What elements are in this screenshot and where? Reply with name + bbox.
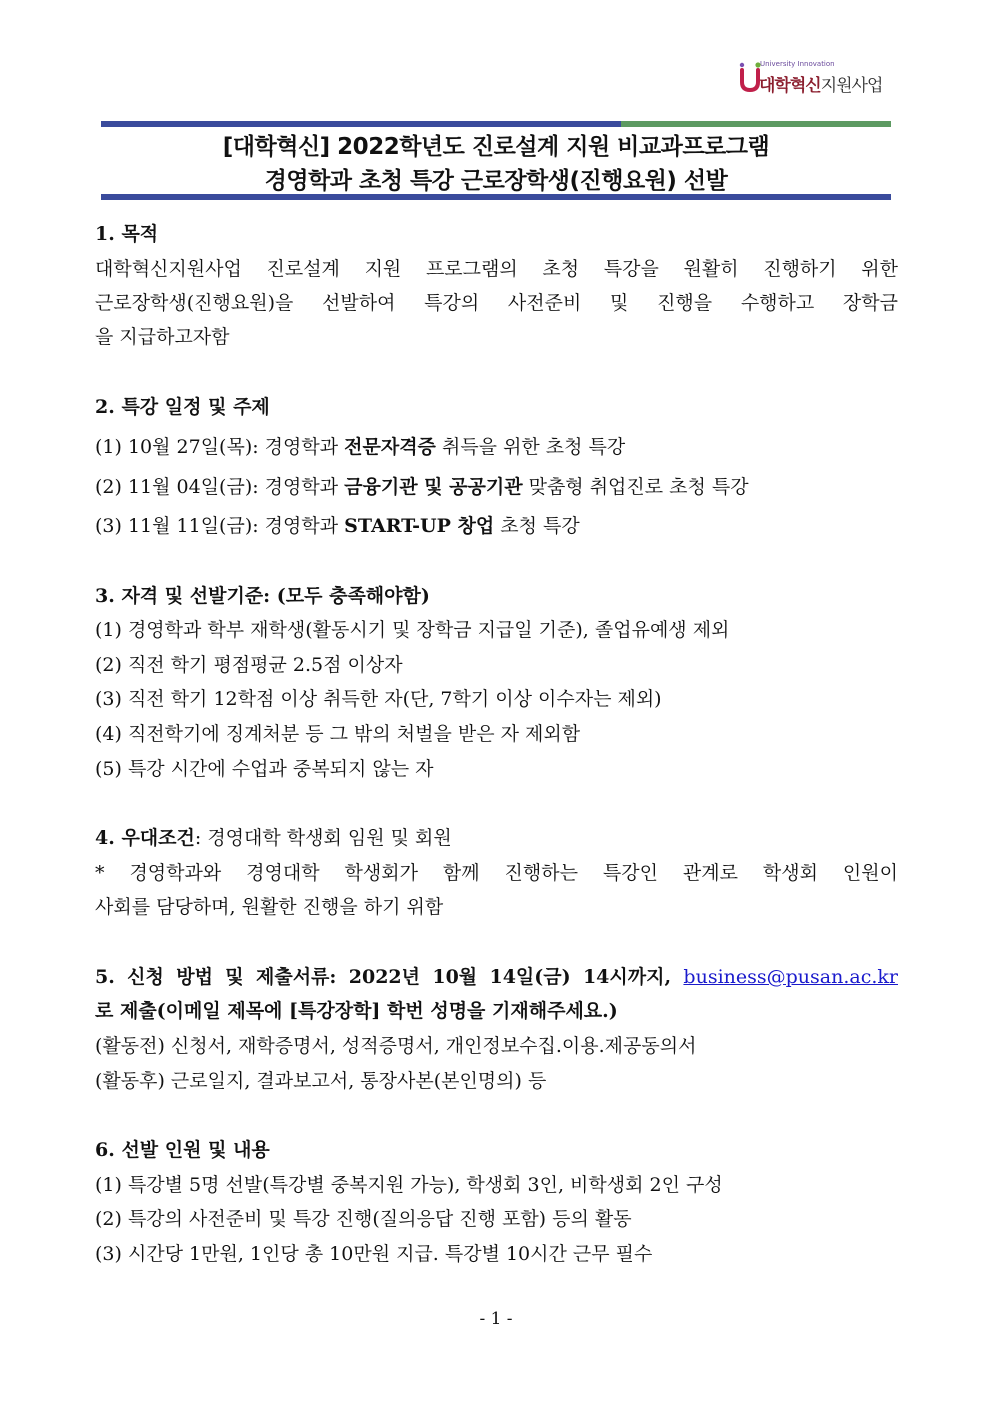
logo-brand [759, 71, 882, 96]
documents-line: (활동전) 신청서, 재학증명서, 성적증명서, 개인정보수집.이용.제공동의서 [95, 1035, 697, 1057]
title-top-bar-green [621, 121, 891, 127]
criteria-item: (2) 직전 학기 평점평균 2.5점 이상자 [95, 654, 403, 676]
section3-heading: 3. 자격 및 선발기준: (모두 충족해야함) [95, 585, 430, 607]
selection-item: (2) 특강의 사전준비 및 특강 진행(질의응답 진행 포함) 등의 활동 [95, 1208, 632, 1230]
criteria-item: (1) 경영학과 학부 재학생(활동시기 및 장학금 지급일 기준), 졸업유예생 제외 [95, 619, 730, 641]
criteria-item: (4) 직전학기에 징계처분 등 그 밖의 처벌을 받은 자 제외함 [95, 723, 581, 745]
section5-heading-cont: 로 제출(이메일 제목에 [특강장학] 학번 성명을 기재해주세요.) [95, 1000, 618, 1022]
page-title-line1: [대학혁신] 2022학년도 진로설계 지원 비교과프로그램 [222, 134, 770, 160]
logo-tagline: University Innovation [760, 60, 835, 68]
section1-line: 을 지급하고자함 [95, 326, 230, 348]
logo-brand-part1: 대학혁신 [759, 76, 821, 96]
criteria-item: (3) 직전 학기 12학점 이상 취득한 자(단, 7학기 이상 이수자는 제외) [95, 688, 662, 710]
section4-heading: 4. 우대조건: 경영대학 학생회 임원 및 회원 [95, 827, 452, 849]
section6-heading: 6. 선발 인원 및 내용 [95, 1139, 270, 1161]
selection-item: (3) 시간당 1만원, 1인당 총 10만원 지급. 특강별 10시간 근무 필수 [95, 1243, 653, 1265]
section1-line: 대학혁신지원사업 진로설계 지원 프로그램의 초청 특강을 원활히 진행하기 위한 [95, 258, 898, 280]
documents-line: (활동후) 근로일지, 결과보고서, 통장사본(본인명의) 등 [95, 1070, 547, 1092]
page-title-line2: 경영학과 초청 특강 근로장학생(진행요원) 선발 [264, 168, 728, 194]
title-bottom-bar [101, 194, 891, 200]
section1-line: 근로장학생(진행요원)을 선발하여 특강의 사전준비 및 진행을 수행하고 장학금 [95, 292, 898, 314]
logo-brand-part2: 지원사업 [820, 76, 883, 96]
section5-heading: 5. 신청 방법 및 제출서류: 2022년 10월 14일(금) 14시까지, business@pusan.ac.kr [95, 966, 898, 988]
page-number: - 1 - [479, 1309, 513, 1329]
section4-note: * 경영학과와 경영대학 학생회가 함께 진행하는 특강인 관계로 학생회 인원이 [95, 862, 898, 884]
title-top-bar-blue [101, 121, 621, 127]
schedule-item: (1) 10월 27일(목): 경영학과 전문자격증 취득을 위한 초청 특강 [95, 436, 626, 458]
email-link[interactable]: business@pusan.ac.kr [683, 966, 898, 988]
university-innovation-logo [738, 60, 898, 96]
section1-heading: 1. 목적 [95, 223, 159, 245]
section4-note: 사회를 담당하며, 원활한 진행을 하기 위함 [95, 896, 444, 918]
criteria-item: (5) 특강 시간에 수업과 중복되지 않는 자 [95, 758, 434, 780]
selection-item: (1) 특강별 5명 선발(특강별 중복지원 가능), 학생회 3인, 비학생회 2인 구성 [95, 1174, 723, 1196]
schedule-item: (3) 11월 11일(금): 경영학과 START-UP 창업 초청 특강 [95, 515, 580, 537]
section2-heading: 2. 특강 일정 및 주제 [95, 396, 270, 418]
schedule-item: (2) 11월 04일(금): 경영학과 금융기관 및 공공기관 맞춤형 취업진로 초청 특강 [95, 476, 749, 498]
title-top-bar [101, 121, 891, 127]
